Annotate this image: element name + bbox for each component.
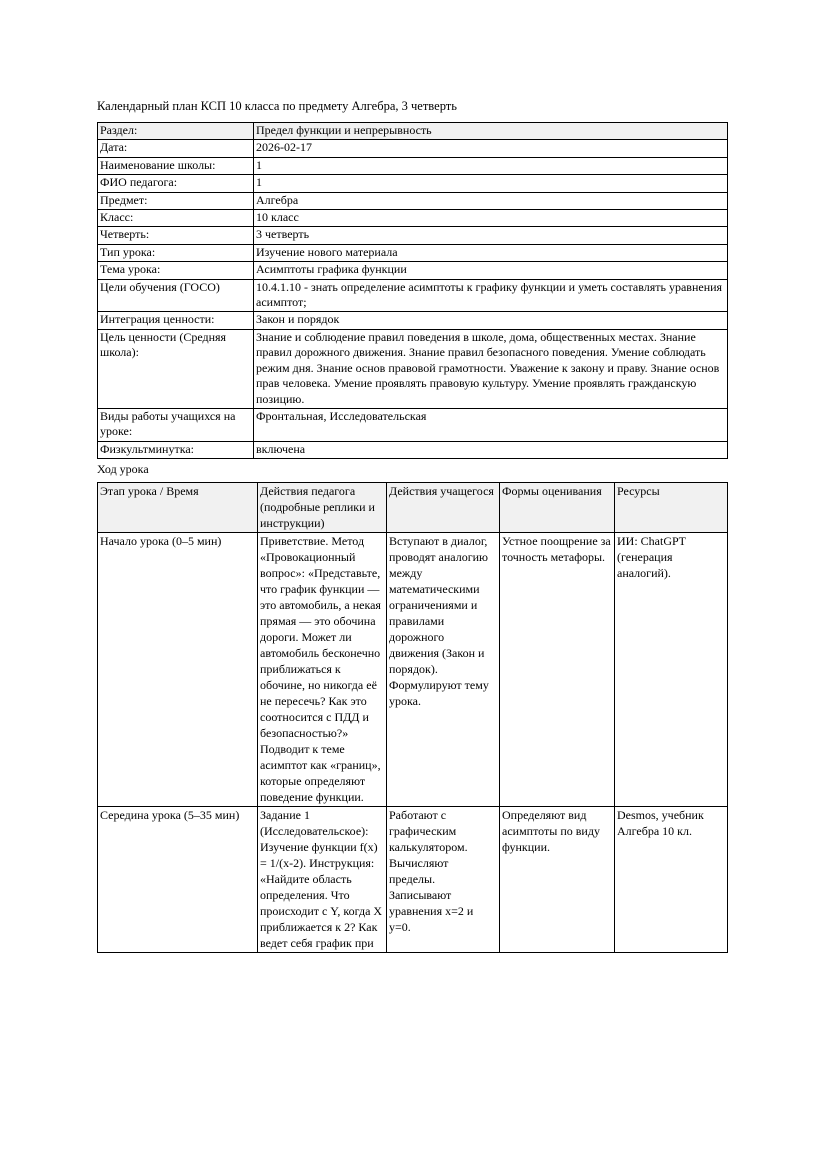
teacher-actions-cell: Задание 1 (Исследовательское): Изучение функции f(x) = 1/(x-2). Инструкция: «Найдите область определения. Что происходит с Y, когда X приближается к 2? Как ведет себя график при xyxy=(258,807,387,953)
info-label: Тип урока: xyxy=(98,244,254,261)
table-row xyxy=(98,210,728,227)
header-student-actions: Действия учащегося xyxy=(387,483,500,533)
table-row xyxy=(98,408,728,441)
table-row xyxy=(98,244,728,261)
header-assessment-forms: Формы оценивания xyxy=(500,483,615,533)
info-value: Изучение нового материала xyxy=(254,244,728,261)
info-label: Класс: xyxy=(98,210,254,227)
lesson-flow-heading: Ход урока xyxy=(97,462,149,477)
table-row xyxy=(98,157,728,174)
info-value: включена xyxy=(254,441,728,458)
info-label: Виды работы учащихся на уроке: xyxy=(98,408,254,441)
info-value: Алгебра xyxy=(254,192,728,209)
student-actions-cell: Вступают в диалог, проводят аналогию между математическими ограничениями и правилами дорожного движения (Закон и порядок). Формулируют тему урока. xyxy=(387,533,500,807)
info-label: Интеграция ценности: xyxy=(98,312,254,329)
info-label: Цели обучения (ГОСО) xyxy=(98,279,254,312)
info-value: Знание и соблюдение правил поведения в школе, дома, общественных местах. Знание правил дорожного движения. Знание правил безопасного поведения. Умение соблюдать режим дня. Знание основ правовой грамотности. Уважение к закону и праву. Знание основ прав человека. Умение проявлять правовую культуру. Умение проявлять гражданскую позицию. xyxy=(254,329,728,408)
table-row xyxy=(98,227,728,244)
table-row xyxy=(98,192,728,209)
info-label: ФИО педагога: xyxy=(98,175,254,192)
info-label: Предмет: xyxy=(98,192,254,209)
stage-cell: Начало урока (0–5 мин) xyxy=(98,533,258,807)
table-row xyxy=(98,807,728,953)
resources-cell: ИИ: ChatGPT (генерация аналогий). xyxy=(615,533,728,807)
info-label: Физкультминутка: xyxy=(98,441,254,458)
lesson-plan-document xyxy=(97,99,727,953)
teacher-actions-cell: Приветствие. Метод «Провокационный вопрос»: «Представьте, что график функции — это автомобиль, а некая прямая — это обочина дороги. Может ли автомобиль бесконечно приближаться к обочине, но никогда её не пересечь? Как это соотносится с ПДД и безопасностью?» Подводит к теме асимптот как «границ», которые определяют поведение функции. xyxy=(258,533,387,807)
info-value: 1 xyxy=(254,175,728,192)
header-stage-time: Этап урока / Время xyxy=(98,483,258,533)
table-row xyxy=(98,312,728,329)
table-row xyxy=(98,329,728,408)
info-value: 2026-02-17 xyxy=(254,140,728,157)
info-label: Цель ценности (Средняя школа): xyxy=(98,329,254,408)
info-value: 10 класс xyxy=(254,210,728,227)
info-value: Асимптоты графика функции xyxy=(254,262,728,279)
info-value: Предел функции и непрерывность xyxy=(254,123,728,140)
table-row xyxy=(98,123,728,140)
header-resources: Ресурсы xyxy=(615,483,728,533)
info-label: Дата: xyxy=(98,140,254,157)
info-label: Тема урока: xyxy=(98,262,254,279)
student-actions-cell: Работают с графическим калькулятором. Вычисляют пределы. Записывают уравнения x=2 и y=0. xyxy=(387,807,500,953)
table-row xyxy=(98,262,728,279)
info-value: 10.4.1.10 - знать определение асимптоты к графику функции и уметь составлять уравнения асимптот; xyxy=(254,279,728,312)
info-label: Раздел: xyxy=(98,123,254,140)
info-value: Фронтальная, Исследовательская xyxy=(254,408,728,441)
table-row xyxy=(98,533,728,807)
info-label: Наименование школы: xyxy=(98,157,254,174)
table-row xyxy=(98,175,728,192)
header-teacher-actions: Действия педагога (подробные реплики и инструкции) xyxy=(258,483,387,533)
info-value: 3 четверть xyxy=(254,227,728,244)
table-header-row xyxy=(98,483,728,533)
lesson-info-table xyxy=(97,122,728,459)
table-row xyxy=(98,279,728,312)
stage-cell: Середина урока (5–35 мин) xyxy=(98,807,258,953)
info-label: Четверть: xyxy=(98,227,254,244)
table-row xyxy=(98,140,728,157)
document-title: Календарный план КСП 10 класса по предмету Алгебра, 3 четверть xyxy=(97,99,457,113)
assessment-cell: Устное поощрение за точность метафоры. xyxy=(500,533,615,807)
info-value: 1 xyxy=(254,157,728,174)
table-row xyxy=(98,441,728,458)
assessment-cell: Определяют вид асимптоты по виду функции. xyxy=(500,807,615,953)
resources-cell: Desmos, учебник Алгебра 10 кл. xyxy=(615,807,728,953)
lesson-flow-table xyxy=(97,482,728,953)
info-value: Закон и порядок xyxy=(254,312,728,329)
